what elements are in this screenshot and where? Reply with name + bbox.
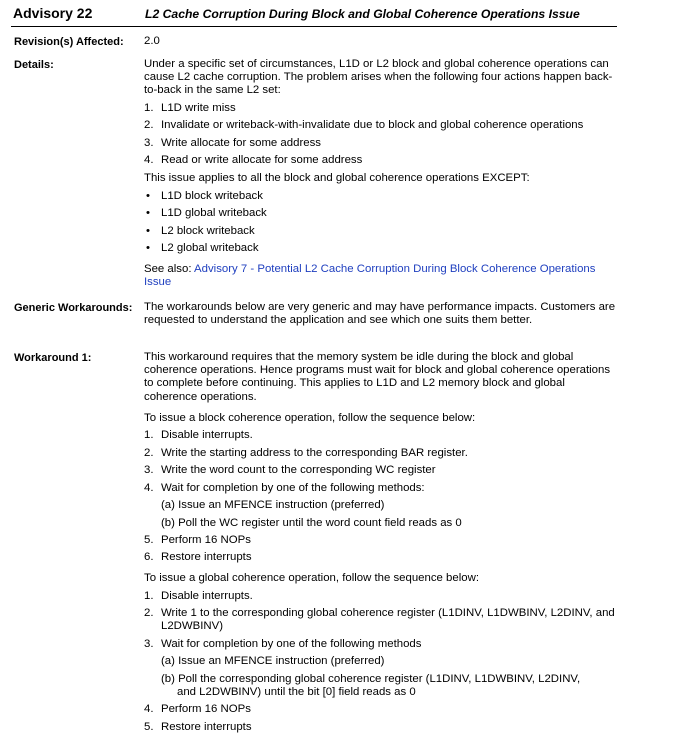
list-number: 1. [144, 589, 154, 602]
list-item [144, 703, 619, 716]
exceptions-intro: This issue applies to all the block and global coherence operations EXCEPT: [144, 172, 530, 185]
details-section [144, 58, 619, 290]
list-text: Write the starting address to the corresponding BAR register. [161, 446, 468, 459]
actions-list [144, 102, 619, 168]
list-item [144, 482, 619, 495]
list-text: Write 1 to the corresponding global coherence register (L1DINV, L1DWBINV, L2DINV, and L2DWBINV) [161, 607, 615, 633]
list-text: L1D block writeback [161, 189, 263, 202]
bullet-icon: • [146, 207, 150, 220]
list-item [144, 154, 619, 167]
list-number: 1. [144, 101, 154, 114]
list-item [144, 638, 619, 651]
generic-workarounds-label: Generic Workarounds: [14, 302, 133, 314]
list-item [144, 225, 619, 238]
list-item [144, 102, 619, 115]
workaround-intro: This workaround requires that the memory system be idle during the block and global coherence operations. Hence programs must wait for block and global coherence operations to complete before continuing. This applies to L1D and L2 memory block and global coherence operations. [144, 351, 611, 403]
global-sub-a: (a) Issue an MFENCE instruction (preferred) [161, 655, 385, 668]
list-number: 2. [144, 607, 154, 620]
list-text: L2 block writeback [161, 224, 255, 237]
list-item [144, 447, 619, 460]
list-text: Wait for completion by one of the following methods [161, 637, 422, 650]
advisory-7-link[interactable]: Advisory 7 - Potential L2 Cache Corruption During Block Coherence Operations Issue [144, 263, 596, 289]
global-steps-list [144, 590, 619, 651]
list-text: Invalidate or writeback-with-invalidate due to block and global coherence operations [161, 119, 584, 132]
list-item [144, 607, 619, 633]
block-sub-b: (b) Poll the WC register until the word count field reads as 0 [161, 516, 462, 529]
list-item [144, 464, 619, 477]
see-also-label: See also: [144, 263, 192, 276]
list-item [144, 429, 619, 442]
list-text: Wait for completion by one of the following methods: [161, 481, 425, 494]
list-text: Write the word count to the corresponding WC register [161, 464, 436, 477]
list-item [144, 137, 619, 150]
bullet-icon: • [146, 242, 150, 255]
list-number: 4. [144, 703, 154, 716]
advisory-title: L2 Cache Corruption During Block and Global Coherence Operations Issue [145, 7, 580, 21]
list-number: 4. [144, 481, 154, 494]
bullet-icon: • [146, 189, 150, 202]
list-text: Disable interrupts. [161, 429, 253, 442]
list-text: Restore interrupts [161, 720, 252, 733]
global-sub-b-line-2: and L2DWBINV) until the bit [0] field reads as 0 [177, 686, 416, 699]
list-item [144, 590, 619, 603]
global-sub-b-line-1: (b) Poll the corresponding global coherence register (L1DINV, L1DWBINV, L2DINV, [161, 672, 581, 685]
block-steps-after-list [144, 534, 619, 565]
block-sub-a: (a) Issue an MFENCE instruction (preferred) [161, 499, 385, 512]
list-number: 3. [144, 136, 154, 149]
global-intro: To issue a global coherence operation, follow the sequence below: [144, 572, 479, 585]
list-text: L1D write miss [161, 101, 236, 114]
revisions-label: Revision(s) Affected: [14, 36, 124, 48]
list-number: 4. [144, 154, 154, 167]
revisions-value: 2.0 [144, 35, 160, 47]
details-label: Details: [14, 59, 54, 71]
details-intro: Under a specific set of circumstances, L1D or L2 block and global coherence operations can cause L2 cache corruption. The problem arises when the following four actions happen back-to-back in the same L2 set: [144, 58, 613, 97]
list-item [144, 242, 619, 255]
list-item [144, 119, 619, 132]
bullet-icon: • [146, 224, 150, 237]
workaround-1-section [144, 351, 619, 734]
list-text: L1D global writeback [161, 207, 267, 220]
list-number: 2. [144, 119, 154, 132]
list-text: Disable interrupts. [161, 589, 253, 602]
list-number: 5. [144, 533, 154, 546]
list-number: 6. [144, 551, 154, 564]
block-steps-list [144, 429, 619, 495]
list-number: 2. [144, 446, 154, 459]
exceptions-list [144, 190, 619, 256]
list-text: Perform 16 NOPs [161, 533, 251, 546]
list-number: 5. [144, 720, 154, 733]
list-item [144, 551, 619, 564]
list-number: 3. [144, 637, 154, 650]
see-also [144, 263, 619, 289]
workaround-1-label: Workaround 1: [14, 352, 92, 364]
list-text: Write allocate for some address [161, 136, 321, 149]
list-item [144, 190, 619, 203]
list-number: 3. [144, 464, 154, 477]
block-intro: To issue a block coherence operation, follow the sequence below: [144, 411, 476, 424]
advisory-number: Advisory 22 [13, 5, 93, 21]
list-text: Read or write allocate for some address [161, 154, 363, 167]
list-item [144, 207, 619, 220]
list-number: 1. [144, 429, 154, 442]
advisory-header [11, 4, 617, 27]
list-item [144, 534, 619, 547]
list-item [144, 721, 619, 734]
list-text: Perform 16 NOPs [161, 703, 251, 716]
generic-workarounds-text: The workarounds below are very generic and may have performance impacts. Customers are requested to understand the application and see which one suits them better. [144, 301, 616, 327]
list-text: L2 global writeback [161, 242, 259, 255]
global-steps-after-list [144, 703, 619, 734]
list-text: Restore interrupts [161, 551, 252, 564]
